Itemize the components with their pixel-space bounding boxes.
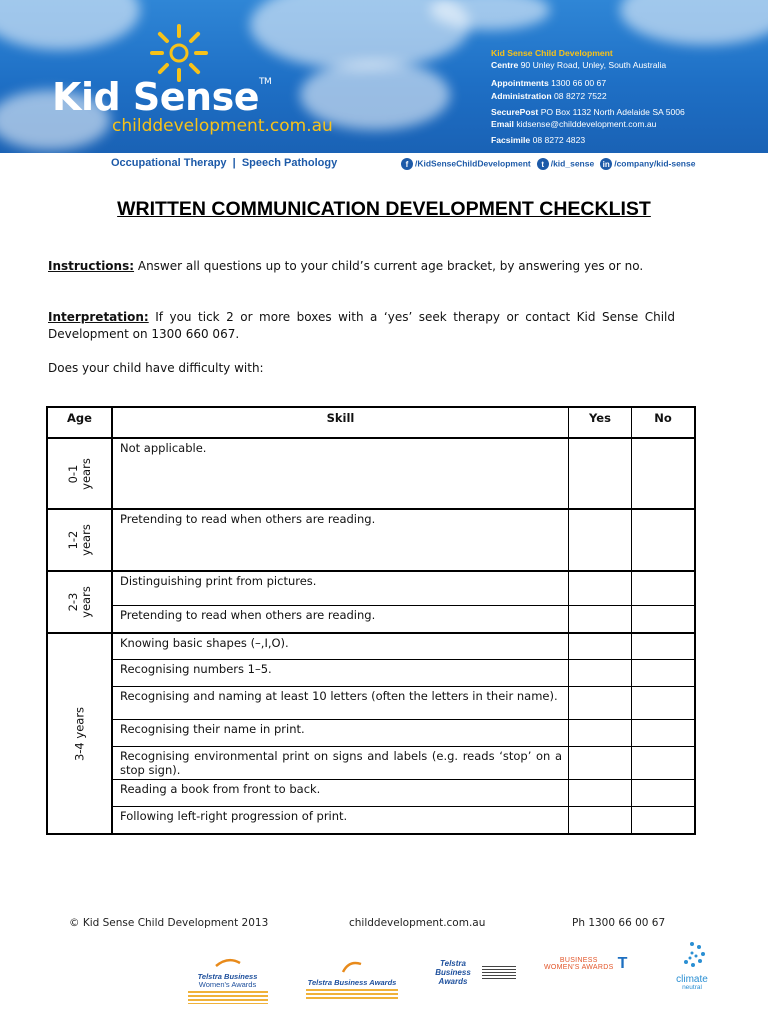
contact-block (491, 47, 761, 146)
linkedin-link[interactable]: in /company/kid-sense (600, 158, 695, 170)
footer-phone: Ph 1300 66 00 67 (572, 917, 666, 929)
no-checkbox[interactable] (632, 605, 696, 633)
yes-checkbox[interactable] (569, 746, 632, 779)
award-swoosh-icon (215, 958, 241, 968)
securepost-line: SecurePost PO Box 1132 North Adelaide SA 5006 (491, 106, 685, 117)
telstra-sa-award-logo: Telstra Business Awards (428, 960, 523, 986)
skill-cell: Reading a book from front to back. (112, 779, 569, 806)
table-row (47, 509, 695, 571)
cloud-decoration (0, 0, 140, 50)
no-checkbox[interactable] (632, 686, 696, 719)
no-checkbox[interactable] (632, 438, 696, 509)
age-cell-1-2: 1-2 years (47, 509, 112, 571)
instructions-text: Answer all questions up to your child’s current age bracket, by answering yes or no. (134, 259, 644, 273)
facsimile-line: Facsimile 08 8272 4823 (491, 135, 586, 146)
yes-checkbox[interactable] (569, 659, 632, 686)
no-checkbox[interactable] (632, 806, 696, 834)
age-cell-3-4: 3-4 years (47, 633, 112, 834)
business-womens-award-logo: BUSINESS WOMEN'S AWARDS T (544, 955, 628, 972)
facebook-link[interactable]: f /KidSenseChildDevelopment (401, 158, 531, 170)
award-swoosh-icon (341, 960, 363, 974)
footer-copyright: © Kid Sense Child Development 2013 (69, 917, 269, 929)
interpretation-text: If you tick 2 or more boxes with a ‘yes’ seek therapy or contact Kid Sense Child Development on 1300 660 067. (48, 310, 675, 341)
yes-checkbox[interactable] (569, 509, 632, 571)
table-row (47, 719, 695, 746)
social-links (401, 157, 695, 171)
skill-cell: Knowing basic shapes (–,I,O). (112, 633, 569, 659)
table-row (47, 746, 695, 779)
yes-checkbox[interactable] (569, 571, 632, 605)
twitter-icon: t (537, 158, 549, 170)
table-header-row (47, 407, 695, 438)
twitter-link[interactable]: t /kid_sense (537, 158, 594, 170)
email-line: Email kidsense@childdevelopment.com.au (491, 119, 657, 130)
logo-website: childdevelopment.com.au (112, 116, 333, 136)
award-fine-print (306, 989, 398, 1001)
skill-cell: Recognising environmental print on signs and labels (e.g. reads ‘stop’ on a stop sign). (112, 746, 569, 779)
no-checkbox[interactable] (632, 719, 696, 746)
no-checkbox[interactable] (632, 779, 696, 806)
skill-cell: Recognising numbers 1–5. (112, 659, 569, 686)
administration-line: Administration 08 8272 7522 (491, 90, 607, 101)
instructions-label: Instructions: (48, 259, 135, 273)
skill-cell: Pretending to read when others are reading. (112, 509, 569, 571)
centre-line: Centre 90 Unley Road, Unley, South Australia (491, 60, 667, 71)
linkedin-icon: in (600, 158, 612, 170)
no-checkbox[interactable] (632, 746, 696, 779)
trademark: TM (259, 77, 272, 87)
table-row (47, 806, 695, 834)
age-cell-2-3: 2-3 years (47, 571, 112, 633)
yes-checkbox[interactable] (569, 686, 632, 719)
skill-cell: Recognising their name in print. (112, 719, 569, 746)
no-checkbox[interactable] (632, 659, 696, 686)
interpretation-label: Interpretation: (48, 310, 149, 324)
yes-checkbox[interactable] (569, 438, 632, 509)
table-row (47, 438, 695, 509)
award-fine-print (482, 966, 516, 980)
yes-checkbox[interactable] (569, 633, 632, 659)
header-no: No (632, 407, 696, 438)
table-row (47, 605, 695, 633)
climate-dots-icon (677, 940, 707, 970)
telstra-business-award-logo: Telstra Business Awards (296, 960, 408, 1001)
age-cell-0-1: 0-1 years (47, 438, 112, 509)
page-title: WRITTEN COMMUNICATION DEVELOPMENT CHECKLIST (117, 198, 651, 220)
question-text: Does your child have difficulty with: (48, 361, 264, 375)
skill-cell: Pretending to read when others are reading. (112, 605, 569, 633)
header-skill: Skill (112, 407, 569, 438)
instructions-paragraph (48, 258, 675, 275)
telstra-t-icon: T (617, 955, 628, 972)
footer-website[interactable]: childdevelopment.com.au (349, 917, 486, 929)
yes-checkbox[interactable] (569, 779, 632, 806)
interpretation-paragraph (48, 309, 675, 342)
services-text: Occupational Therapy | Speech Pathology (111, 157, 338, 169)
header-age: Age (47, 407, 112, 438)
header-yes: Yes (569, 407, 632, 438)
brand-logo (52, 75, 272, 119)
table-row (47, 633, 695, 659)
header-banner (0, 0, 768, 153)
checklist-table (46, 406, 696, 835)
yes-checkbox[interactable] (569, 806, 632, 834)
no-checkbox[interactable] (632, 633, 696, 659)
skill-cell: Distinguishing print from pictures. (112, 571, 569, 605)
facebook-icon: f (401, 158, 413, 170)
table-row (47, 571, 695, 605)
table-row (47, 659, 695, 686)
skill-cell: Not applicable. (112, 438, 569, 509)
awards-strip (0, 938, 768, 1024)
telstra-womens-award-logo: Telstra Business Women's Awards (180, 956, 275, 1004)
award-fine-print (188, 991, 268, 1004)
table-row (47, 686, 695, 719)
climate-neutral-logo: climate neutral (666, 940, 718, 992)
yes-checkbox[interactable] (569, 605, 632, 633)
no-checkbox[interactable] (632, 509, 696, 571)
yes-checkbox[interactable] (569, 719, 632, 746)
org-name: Kid Sense Child Development (491, 48, 613, 58)
brand-name: Kid Sense (52, 75, 259, 119)
skill-cell: Recognising and naming at least 10 letters (often the letters in their name). (112, 686, 569, 719)
appointments-line: Appointments 1300 66 00 67 (491, 78, 607, 89)
cloud-decoration (620, 0, 768, 45)
no-checkbox[interactable] (632, 571, 696, 605)
table-row (47, 779, 695, 806)
skill-cell: Following left-right progression of print. (112, 806, 569, 834)
